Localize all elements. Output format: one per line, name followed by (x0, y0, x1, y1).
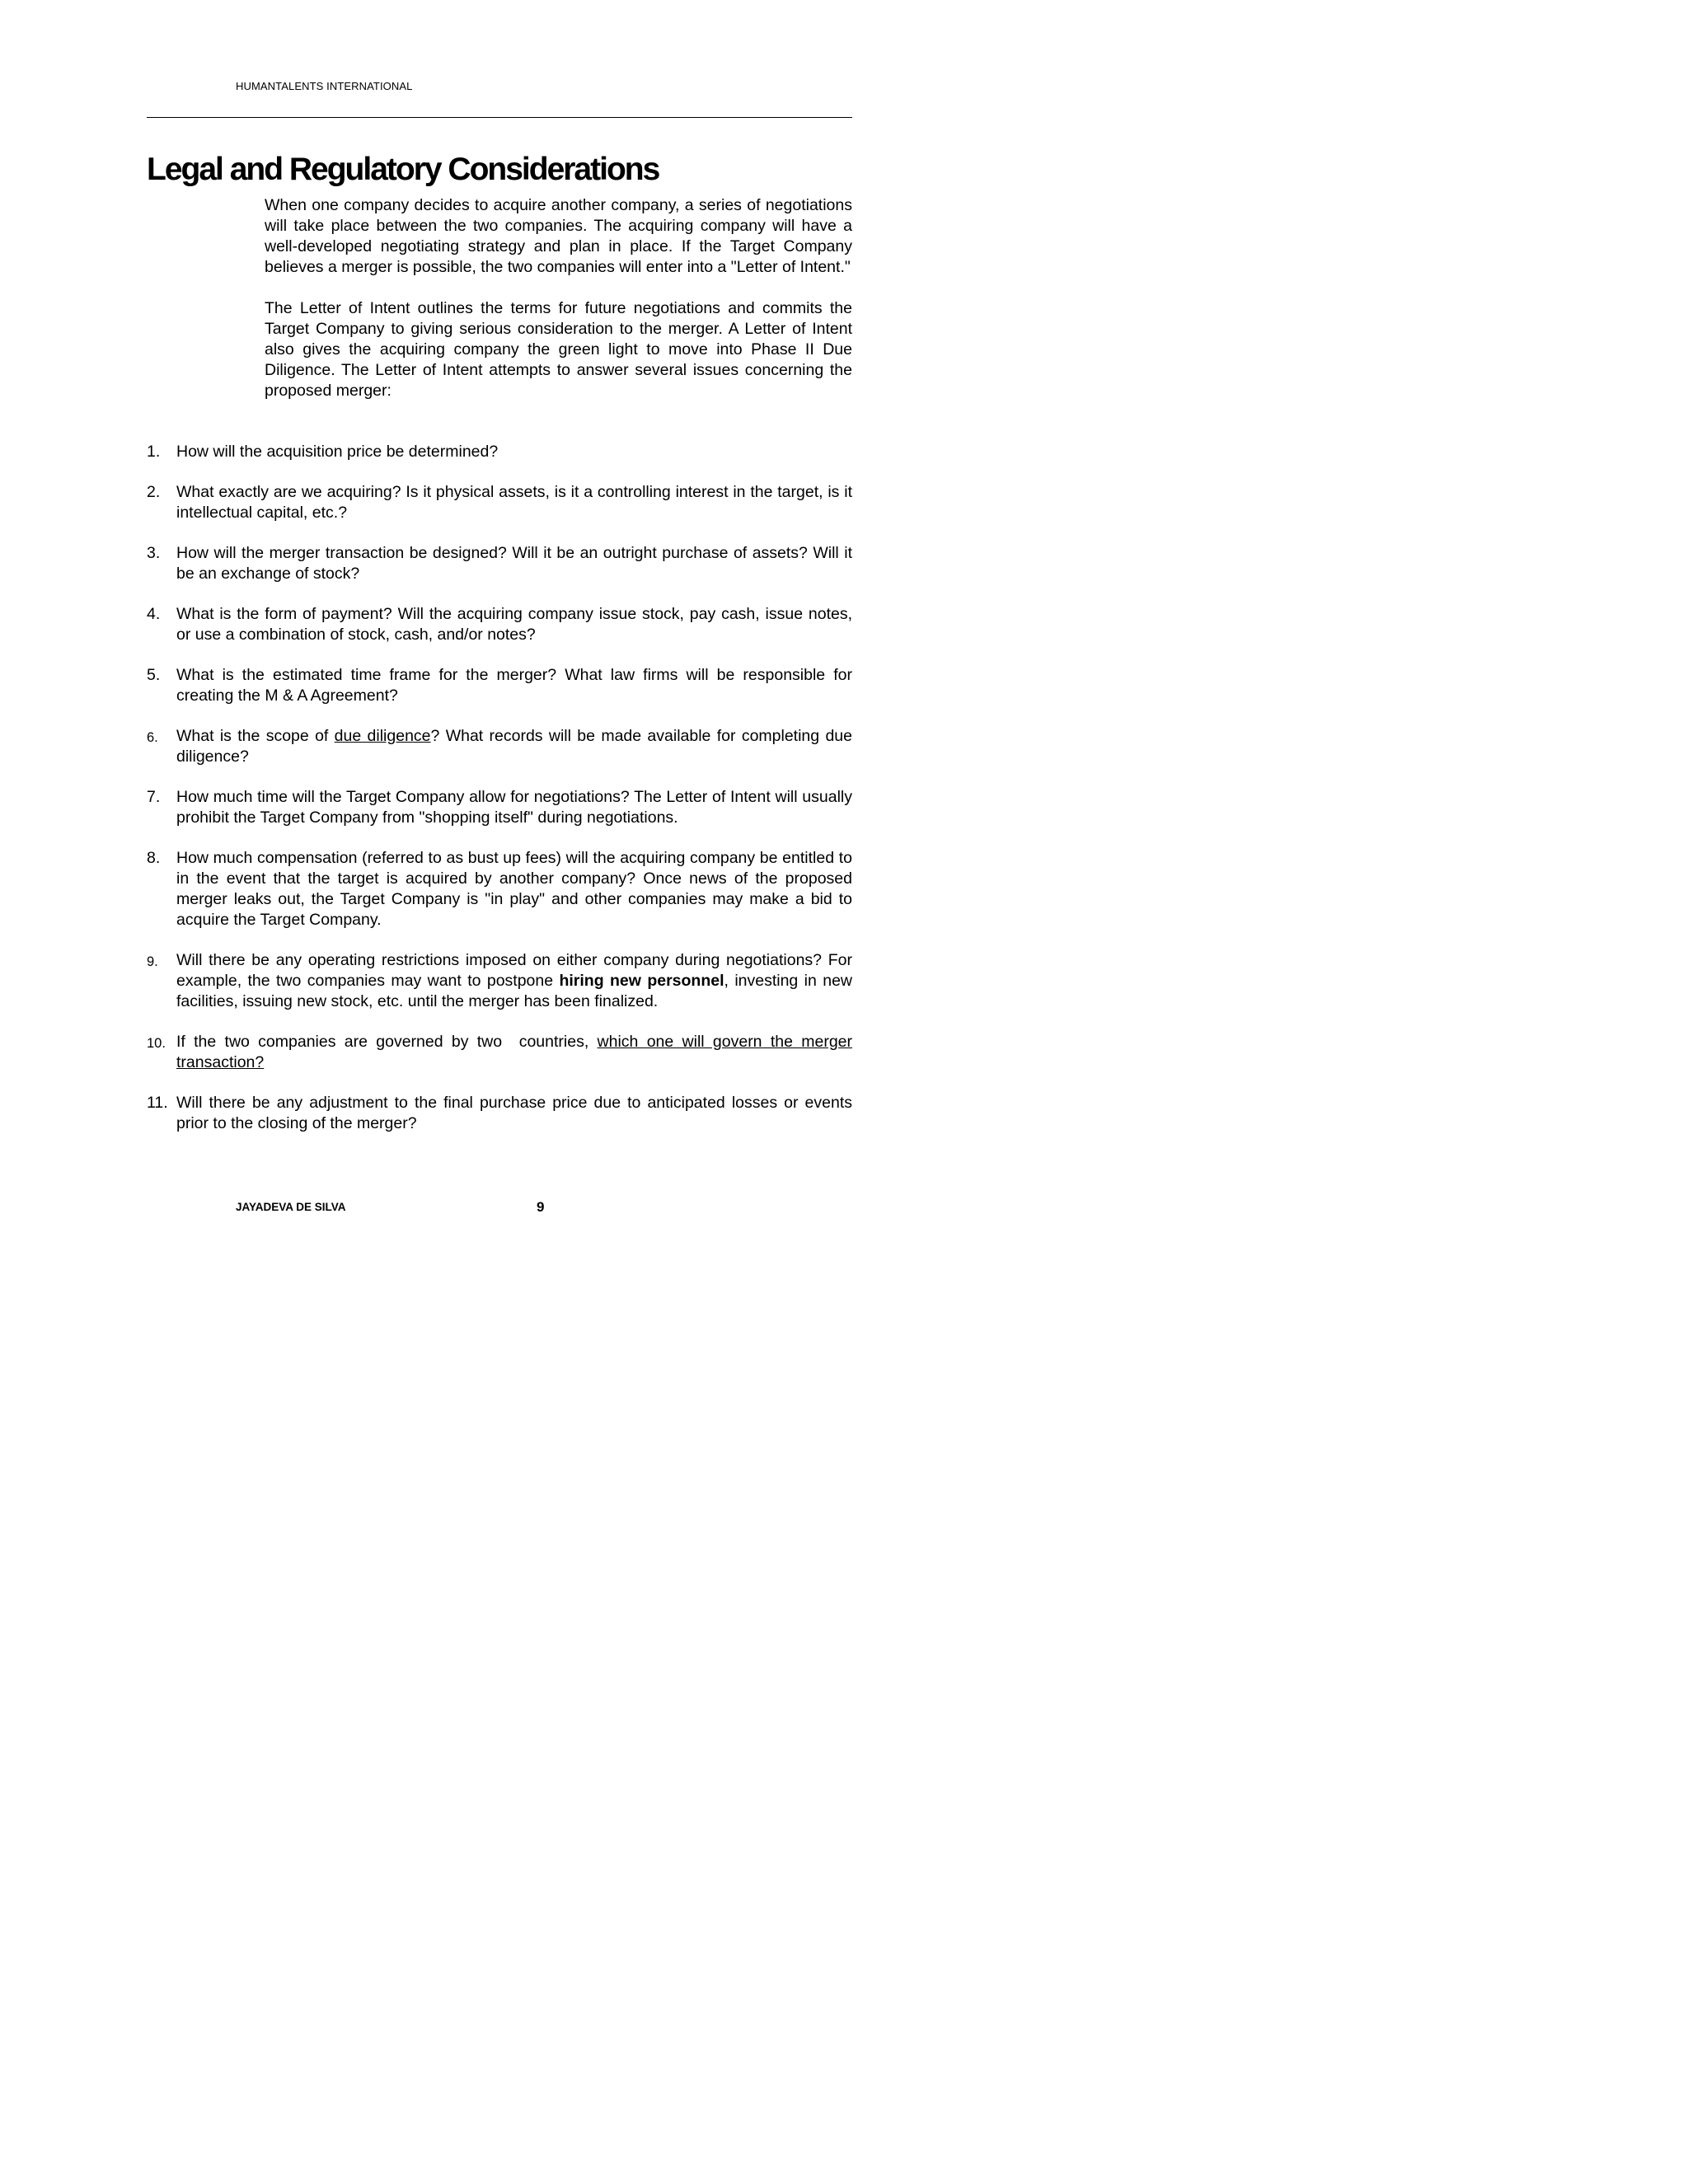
list-item-text: What is the scope of (176, 727, 335, 745)
list-item-text: How will the acquisition price be determined? (176, 443, 499, 461)
header-divider (147, 117, 852, 118)
list-item (147, 726, 852, 767)
list-item (147, 543, 852, 584)
list-item (147, 787, 852, 828)
list-item-number: 5. (147, 666, 161, 684)
list-item-text: What is the form of payment? Will the acquiring company issue stock, pay cash, issue notes, or use a combination of stock, cash, and/or notes? (176, 605, 852, 644)
page-number: 9 (537, 1199, 545, 1215)
list-item-text: ? What records will be made available for completing due diligence? (176, 727, 852, 766)
list-item-text: If the two companies are governed by two countries, (176, 1033, 598, 1051)
intro-paragraph-1: When one company decides to acquire another company, a series of negotiations will take place between the two companies. The acquiring company will have a well-developed negotiating strategy and plan in place. If the Target Company believes a merger is possible, the two companies will enter into a "Letter of Intent." (265, 196, 852, 276)
list-item-number: 8. (147, 849, 161, 867)
list-item (147, 604, 852, 645)
list-item (147, 482, 852, 523)
question-list (147, 442, 852, 1154)
list-item-text: Will there be any operating restrictions imposed on either company during negotiations? For example, the two companies may want to postpone (176, 951, 852, 990)
list-item (147, 950, 852, 1012)
list-item-number: 9. (147, 954, 158, 969)
governing-law-link[interactable]: which one will govern the merger transaction? (176, 1033, 852, 1071)
intro-paragraph-2: The Letter of Intent outlines the terms for future negotiations and commits the Target Company to giving serious consideration to the merger. A Letter of Intent also gives the acquiring company the green light to move into Phase II Due Diligence. The Letter of Intent attempts to answer several issues concerning the proposed merger: (265, 299, 852, 400)
list-item-number: 7. (147, 788, 161, 806)
list-item-text: What exactly are we acquiring? Is it physical assets, is it a controlling interest in the target, is it intellectual capital, etc.? (176, 483, 852, 522)
list-item-number: 4. (147, 605, 161, 623)
list-item-text: How much time will the Target Company allow for negotiations? The Letter of Intent will usually prohibit the Target Company from "shopping itself" during negotiations. (176, 788, 852, 827)
list-item (147, 1032, 852, 1073)
footer-author: JAYADEVA DE SILVA (236, 1201, 346, 1213)
intro-section (265, 195, 852, 422)
list-item-text: How will the merger transaction be designed? Will it be an outright purchase of assets? Will it be an exchange of stock? (176, 544, 852, 583)
list-item-number: 10. (147, 1036, 166, 1051)
list-item (147, 848, 852, 930)
list-item (147, 442, 852, 462)
list-item-number: 6. (147, 730, 158, 745)
due-diligence-link[interactable]: due diligence (334, 727, 431, 745)
list-item-number: 11. (147, 1094, 168, 1112)
list-item-number: 3. (147, 544, 161, 562)
list-item-text: What is the estimated time frame for the merger? What law firms will be responsible for creating the M & A Agreement? (176, 666, 852, 705)
header-organization: HUMANTALENTS INTERNATIONAL (236, 80, 413, 92)
list-item-text: Will there be any adjustment to the final purchase price due to anticipated losses or events prior to the closing of the merger? (176, 1094, 852, 1132)
page-title: Legal and Regulatory Considerations (147, 152, 659, 187)
bold-emphasis: hiring new personnel (559, 972, 724, 990)
list-item-text: , investing in new facilities, issuing new stock, etc. until the merger has been finalized. (176, 972, 852, 1010)
list-item (147, 1093, 852, 1134)
list-item-number: 2. (147, 483, 161, 501)
list-item (147, 665, 852, 706)
list-item-text: How much compensation (referred to as bust up fees) will the acquiring company be entitled to in the event that the target is acquired by another company? Once news of the proposed merger leaks out, the Target Company is "in play" and other companies may make a bid to acquire the Target Company. (176, 849, 852, 929)
list-item-number: 1. (147, 443, 161, 461)
